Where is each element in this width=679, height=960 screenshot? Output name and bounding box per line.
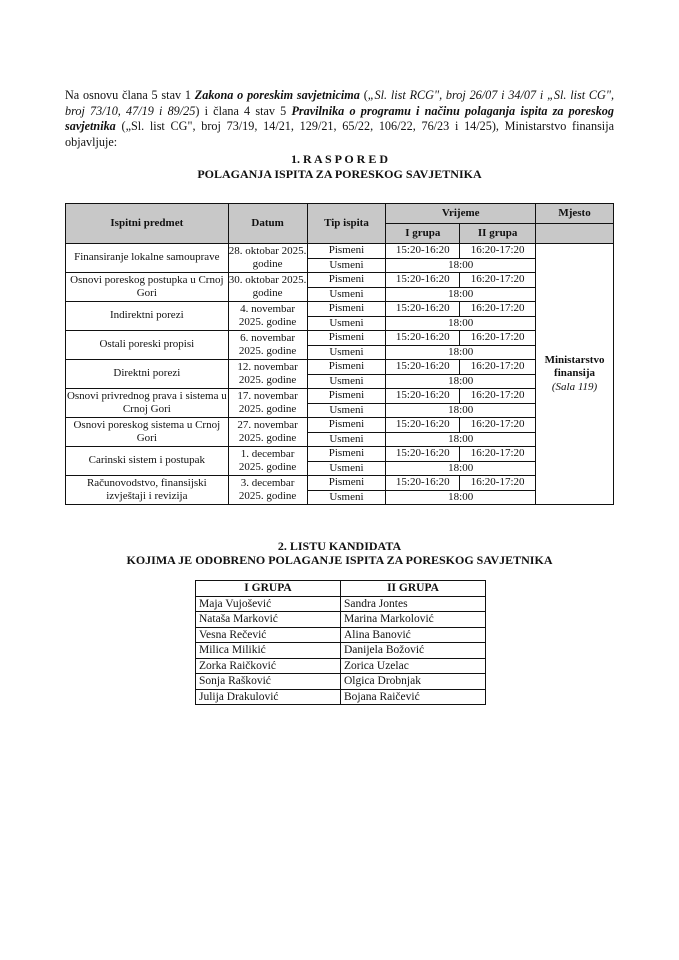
place-cell bbox=[536, 244, 614, 505]
candidate-group1: Zorka Raičković bbox=[196, 658, 341, 674]
oral-time: 18:00 bbox=[386, 258, 536, 273]
intro-text: Na osnovu člana 5 stav 1 bbox=[65, 88, 195, 102]
header-type: Tip ispita bbox=[307, 204, 386, 244]
exam-type-oral: Usmeni bbox=[307, 258, 386, 273]
section1-subtitle: POLAGANJA ISPITA ZA PORESKOG SAVJETNIKA bbox=[197, 167, 482, 181]
exam-type-written: Pismeni bbox=[307, 418, 386, 433]
subject-cell: Direktni porezi bbox=[66, 360, 229, 389]
exam-type-oral: Usmeni bbox=[307, 461, 386, 476]
header-time: Vrijeme bbox=[386, 204, 536, 224]
exam-type-written: Pismeni bbox=[307, 360, 386, 375]
oral-time: 18:00 bbox=[386, 345, 536, 360]
table-row bbox=[66, 447, 614, 462]
table-row bbox=[66, 418, 614, 433]
candidate-group1: Nataša Marković bbox=[196, 612, 341, 628]
place-room: (Sala 119) bbox=[551, 380, 598, 393]
table-row bbox=[196, 612, 486, 628]
section2-subtitle: KOJIMA JE ODOBRENO POLAGANJE ISPITA ZA PORESKOG SAVJETNIKA bbox=[126, 553, 553, 567]
table-row bbox=[196, 674, 486, 690]
exam-type-written: Pismeni bbox=[307, 244, 386, 259]
section1-title: 1. R A S P O R E D bbox=[290, 152, 389, 166]
group2-time: 16:20-17:20 bbox=[460, 273, 536, 288]
group1-time: 15:20-16:20 bbox=[386, 418, 460, 433]
exam-type-written: Pismeni bbox=[307, 447, 386, 462]
table-row bbox=[66, 302, 614, 317]
group1-time: 15:20-16:20 bbox=[386, 447, 460, 462]
schedule-table bbox=[65, 203, 614, 505]
subject-cell: Osnovi poreskog postupka u Crnoj Gori bbox=[66, 273, 229, 302]
date-cell: 6. novembar 2025. godine bbox=[228, 331, 307, 360]
exam-type-written: Pismeni bbox=[307, 476, 386, 491]
subject-cell: Indirektni porezi bbox=[66, 302, 229, 331]
header-group1: I GRUPA bbox=[196, 581, 341, 597]
exam-type-oral: Usmeni bbox=[307, 316, 386, 331]
date-cell: 30. oktobar 2025. godine bbox=[228, 273, 307, 302]
table-row bbox=[196, 596, 486, 612]
exam-type-oral: Usmeni bbox=[307, 432, 386, 447]
candidates-table bbox=[195, 580, 486, 705]
candidate-group2: Danijela Božović bbox=[341, 643, 486, 659]
group2-time: 16:20-17:20 bbox=[460, 418, 536, 433]
intro-text: ( bbox=[359, 88, 368, 102]
subject-cell: Računovodstvo, finansijski izvještaji i revizija bbox=[66, 476, 229, 505]
candidate-group2: Bojana Raičević bbox=[341, 689, 486, 705]
header-place: Mjesto bbox=[536, 204, 614, 224]
date-cell: 4. novembar 2025. godine bbox=[228, 302, 307, 331]
date-cell: 17. novembar 2025. godine bbox=[228, 389, 307, 418]
group1-time: 15:20-16:20 bbox=[386, 331, 460, 346]
exam-type-oral: Usmeni bbox=[307, 287, 386, 302]
table-row bbox=[66, 331, 614, 346]
header-place-blank bbox=[536, 224, 614, 244]
intro-text: („Sl. list CG", broj 73/19, 14/21, 129/21, 65/22, 106/22, 76/23 i 14/25), Ministarstvo finansija objavljuje: bbox=[65, 119, 614, 149]
oral-time: 18:00 bbox=[386, 461, 536, 476]
place-name: Ministarstvo finansija bbox=[544, 353, 605, 380]
candidate-group2: Olgica Drobnjak bbox=[341, 674, 486, 690]
subject-cell: Finansiranje lokalne samouprave bbox=[66, 244, 229, 273]
exam-type-written: Pismeni bbox=[307, 273, 386, 288]
subject-cell: Ostali poreski propisi bbox=[66, 331, 229, 360]
candidate-group2: Alina Banović bbox=[341, 627, 486, 643]
candidate-group2: Marina Markolović bbox=[341, 612, 486, 628]
group2-time: 16:20-17:20 bbox=[460, 360, 536, 375]
group2-time: 16:20-17:20 bbox=[460, 389, 536, 404]
group2-time: 16:20-17:20 bbox=[460, 244, 536, 259]
header-group1: I grupa bbox=[386, 224, 460, 244]
table-row bbox=[196, 627, 486, 643]
date-cell: 3. decembar 2025. godine bbox=[228, 476, 307, 505]
section2-title: 2. LISTU KANDIDATA bbox=[277, 539, 402, 553]
exam-type-written: Pismeni bbox=[307, 331, 386, 346]
table-row bbox=[66, 476, 614, 491]
header-group2: II grupa bbox=[460, 224, 536, 244]
oral-time: 18:00 bbox=[386, 403, 536, 418]
table-row bbox=[196, 643, 486, 659]
group2-time: 16:20-17:20 bbox=[460, 476, 536, 491]
candidate-group1: Maja Vujošević bbox=[196, 596, 341, 612]
intro-paragraph bbox=[65, 88, 614, 150]
group1-time: 15:20-16:20 bbox=[386, 389, 460, 404]
subject-cell: Osnovi privrednog prava i sistema u Crnoj Gori bbox=[66, 389, 229, 418]
oral-time: 18:00 bbox=[386, 374, 536, 389]
group1-time: 15:20-16:20 bbox=[386, 244, 460, 259]
date-cell: 27. novembar 2025. godine bbox=[228, 418, 307, 447]
candidate-group1: Sonja Rašković bbox=[196, 674, 341, 690]
gazette-reference: „Sl. list RCG", broj 26/07 i 34/07 i „Sl. list CG", broj 73/10, 47/19 i 89/25 bbox=[65, 88, 615, 118]
candidate-group1: Julija Drakulović bbox=[196, 689, 341, 705]
candidate-group1: Milica Milikić bbox=[196, 643, 341, 659]
group1-time: 15:20-16:20 bbox=[386, 302, 460, 317]
oral-time: 18:00 bbox=[386, 287, 536, 302]
group1-time: 15:20-16:20 bbox=[386, 273, 460, 288]
table-row bbox=[66, 389, 614, 404]
table-row bbox=[196, 658, 486, 674]
exam-type-oral: Usmeni bbox=[307, 403, 386, 418]
oral-time: 18:00 bbox=[386, 432, 536, 447]
table-row bbox=[66, 360, 614, 375]
candidate-group1: Vesna Rečević bbox=[196, 627, 341, 643]
table-row bbox=[196, 689, 486, 705]
regulation-title: Pravilnika o programu i načinu polaganja ispita za poreskog savjetnika bbox=[65, 103, 614, 133]
exam-type-written: Pismeni bbox=[307, 302, 386, 317]
oral-time: 18:00 bbox=[386, 490, 536, 505]
header-subject: Ispitni predmet bbox=[66, 204, 229, 244]
date-cell: 28. oktobar 2025. godine bbox=[228, 244, 307, 273]
candidate-group2: Zorica Uzelac bbox=[341, 658, 486, 674]
group2-time: 16:20-17:20 bbox=[460, 447, 536, 462]
group2-time: 16:20-17:20 bbox=[460, 302, 536, 317]
exam-type-oral: Usmeni bbox=[307, 490, 386, 505]
subject-cell: Osnovi poreskog sistema u Crnoj Gori bbox=[66, 418, 229, 447]
table-row bbox=[66, 244, 614, 259]
group1-time: 15:20-16:20 bbox=[386, 476, 460, 491]
exam-type-oral: Usmeni bbox=[307, 374, 386, 389]
table-row bbox=[66, 273, 614, 288]
exam-type-written: Pismeni bbox=[307, 389, 386, 404]
intro-text: ) i člana 4 stav 5 bbox=[195, 103, 292, 118]
group2-time: 16:20-17:20 bbox=[460, 331, 536, 346]
exam-type-oral: Usmeni bbox=[307, 345, 386, 360]
header-group2: II GRUPA bbox=[341, 581, 486, 597]
law-title: Zakona o poreskim savjetnicima bbox=[194, 88, 360, 102]
candidate-group2: Sandra Jontes bbox=[341, 596, 486, 612]
date-cell: 1. decembar 2025. godine bbox=[228, 447, 307, 476]
oral-time: 18:00 bbox=[386, 316, 536, 331]
header-date: Datum bbox=[228, 204, 307, 244]
date-cell: 12. novembar 2025. godine bbox=[228, 360, 307, 389]
group1-time: 15:20-16:20 bbox=[386, 360, 460, 375]
subject-cell: Carinski sistem i postupak bbox=[66, 447, 229, 476]
